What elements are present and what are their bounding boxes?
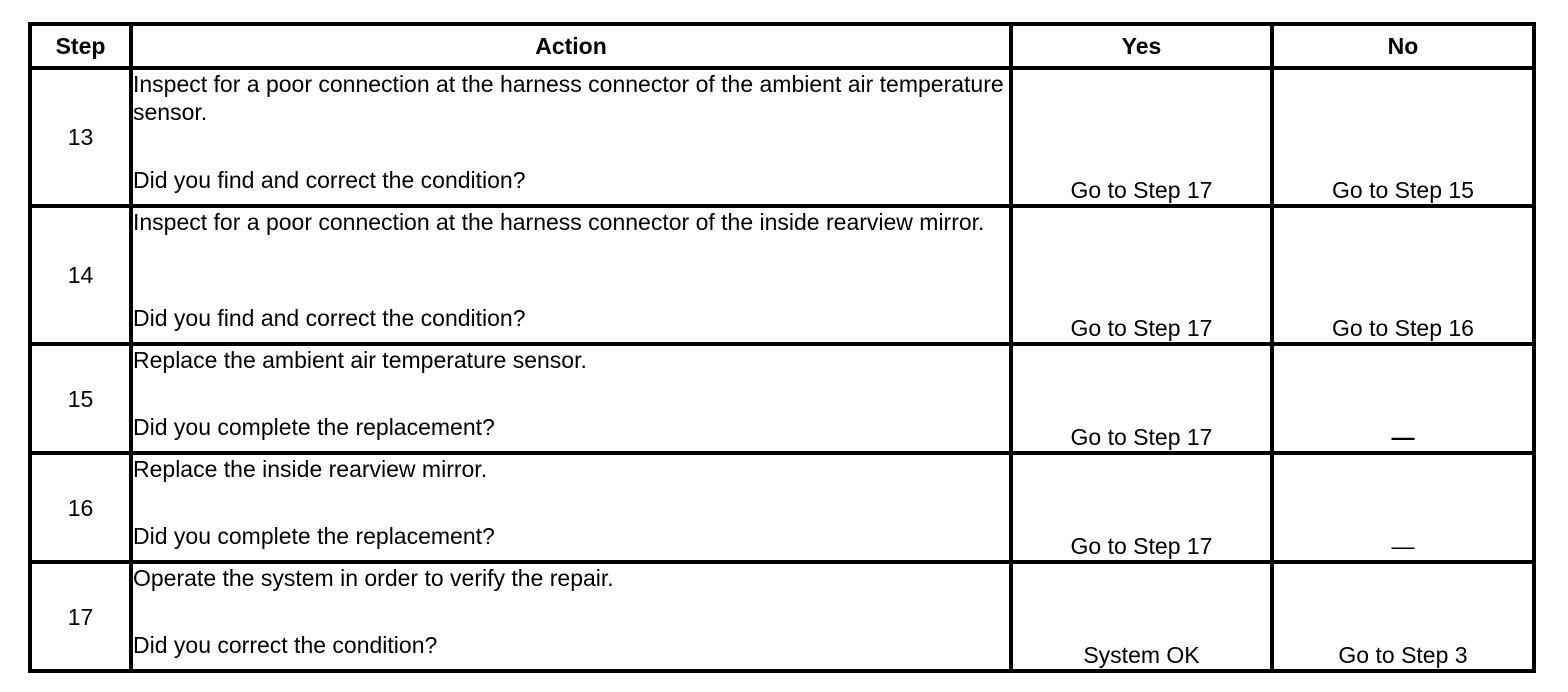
action-cell	[131, 206, 1011, 344]
action-cell	[131, 68, 1011, 206]
action-instruction: Replace the inside rearview mirror.	[133, 456, 488, 482]
diagnostic-table	[28, 22, 1536, 673]
header-row	[30, 24, 1534, 68]
yes-result: System OK	[1011, 562, 1272, 671]
action-question: Did you complete the replacement?	[133, 523, 495, 549]
step-number: 17	[30, 562, 131, 671]
action-instruction: Inspect for a poor connection at the harness connector of the inside rearview mirror.	[133, 209, 985, 235]
action-instruction: Replace the ambient air temperature sensor.	[133, 347, 587, 373]
yes-result: Go to Step 17	[1011, 453, 1272, 562]
no-result: Go to Step 3	[1272, 562, 1534, 671]
table-row-step-17	[30, 562, 1534, 671]
action-instruction: Operate the system in order to verify the repair.	[133, 565, 614, 591]
no-result: Go to Step 16	[1272, 206, 1534, 344]
header-no: No	[1272, 24, 1534, 68]
no-result: —	[1272, 453, 1534, 562]
header-yes: Yes	[1011, 24, 1272, 68]
table-row-step-15	[30, 344, 1534, 453]
no-result: Go to Step 15	[1272, 68, 1534, 206]
yes-result: Go to Step 17	[1011, 206, 1272, 344]
action-question: Did you complete the replacement?	[133, 414, 495, 440]
no-result: —	[1272, 344, 1534, 453]
action-instruction: Inspect for a poor connection at the harness connector of the ambient air temperature sensor.	[133, 71, 1004, 125]
table-row-step-13	[30, 68, 1534, 206]
action-question: Did you find and correct the condition?	[133, 305, 526, 331]
action-question: Did you correct the condition?	[133, 632, 438, 658]
table-row-step-16	[30, 453, 1534, 562]
yes-result: Go to Step 17	[1011, 344, 1272, 453]
step-number: 16	[30, 453, 131, 562]
action-cell	[131, 344, 1011, 453]
action-question: Did you find and correct the condition?	[133, 167, 526, 193]
header-action: Action	[131, 24, 1011, 68]
action-cell	[131, 562, 1011, 671]
table-row-step-14	[30, 206, 1534, 344]
yes-result: Go to Step 17	[1011, 68, 1272, 206]
header-step: Step	[30, 24, 131, 68]
action-cell	[131, 453, 1011, 562]
step-number: 14	[30, 206, 131, 344]
step-number: 13	[30, 68, 131, 206]
step-number: 15	[30, 344, 131, 453]
